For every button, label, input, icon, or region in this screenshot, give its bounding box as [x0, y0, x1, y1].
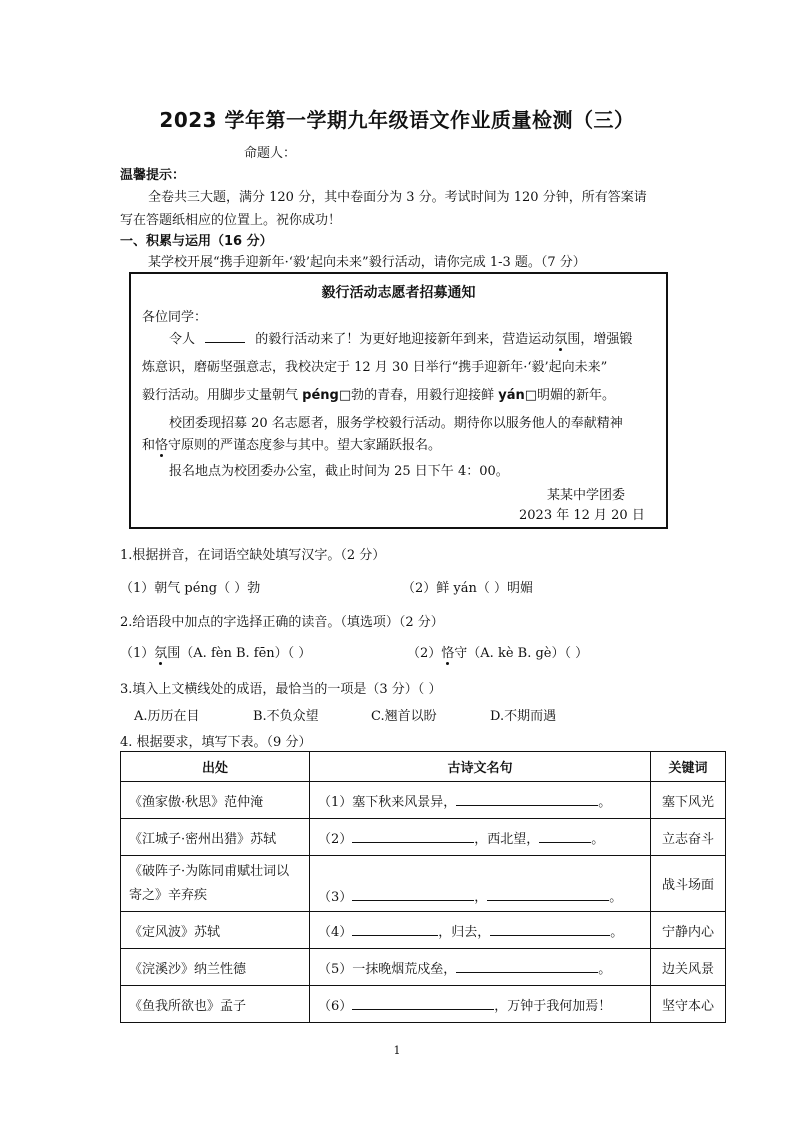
source-cell: 《破阵子·为陈同甫赋壮词以寄之》辛弃疾 — [121, 856, 310, 912]
answer-blank[interactable] — [490, 923, 610, 936]
table-row — [121, 949, 726, 986]
notice-date: 2023 年 12 月 20 日 — [519, 508, 645, 523]
answer-blank[interactable] — [352, 923, 438, 936]
notice-text: 令人 — [169, 332, 196, 347]
notice-box — [129, 272, 668, 529]
poem-cell — [310, 912, 651, 949]
tips-heading: 温馨提示： — [120, 168, 186, 183]
source-cell: 《浣溪沙》纳兰性德 — [121, 949, 310, 986]
dotted-char: 氛 — [554, 332, 568, 347]
question-4-stem: 4. 根据要求，填写下表。（9 分） — [120, 735, 312, 750]
question-1-item-1: （1）朝气 péng（ ）勃 — [120, 581, 261, 596]
poem-text: （6） — [318, 998, 353, 1014]
poem-text: ，西北望， — [474, 831, 540, 847]
poem-cell — [310, 782, 651, 819]
question-1-item-2: （2）鲜 yán（ ）明媚 — [402, 581, 534, 596]
tips-line-1: 全卷共三大题，满分 120 分，其中卷面分为 3 分。考试时间为 120 分钟，所有答案请 — [148, 190, 647, 205]
poem-text: （3） — [318, 890, 353, 905]
answer-blank[interactable] — [539, 830, 591, 843]
question-3-option-b: B.不负众望 — [253, 709, 319, 724]
table-row — [121, 986, 726, 1023]
poem-cell — [310, 819, 651, 856]
pinyin-text: péng — [302, 388, 339, 403]
question-3-option-a: A.历历在目 — [134, 709, 200, 724]
notice-paragraph-1-line-3 — [142, 384, 615, 403]
section-intro: 某学校开展“携手迎新年·‘毅’起向未来”毅行活动，请你完成 1-3 题。（7 分） — [148, 255, 586, 270]
notice-text: □勃的青春，用毅行迎接鲜 — [338, 388, 499, 403]
notice-greeting: 各位同学： — [142, 310, 208, 325]
table-row — [121, 782, 726, 819]
poem-text: （5）一抹晚烟荒戍垒， — [318, 961, 457, 977]
table-row — [121, 819, 726, 856]
question-1-stem: 1.根据拼音，在词语空缺处填写汉字。（2 分） — [120, 548, 386, 563]
table-row — [121, 912, 726, 949]
question-2-stem: 2.给语段中加点的字选择正确的读音。（填选项）（2 分） — [120, 615, 444, 630]
source-cell: 《定风波》苏轼 — [121, 912, 310, 949]
poem-text: 。 — [598, 794, 612, 810]
dotted-char: 恪 — [441, 646, 455, 661]
pinyin-text: yán — [498, 388, 525, 403]
poem-text: ， — [474, 890, 488, 905]
item-text: 守（A. kè B. gè）（ ） — [454, 646, 589, 661]
dotted-char: 恪 — [155, 438, 169, 453]
poem-text: 。 — [610, 924, 624, 940]
keyword-cell: 战斗场面 — [651, 856, 726, 912]
page-number: 1 — [393, 1044, 401, 1057]
source-cell: 《渔家傲·秋思》范仲淹 — [121, 782, 310, 819]
notice-text: 围，增强锻 — [567, 332, 633, 347]
notice-text: 和 — [142, 438, 156, 453]
poem-text: （1）塞下秋来风景异， — [318, 794, 457, 810]
idiom-blank — [205, 329, 245, 343]
question-3-option-c: C.翘首以盼 — [371, 709, 437, 724]
answer-blank[interactable] — [456, 960, 598, 973]
source-cell: 《江城子·密州出猎》苏轼 — [121, 819, 310, 856]
section-heading: 一、积累与运用（16 分） — [120, 234, 273, 249]
notice-signature: 某某中学团委 — [547, 488, 626, 503]
keyword-cell: 坚守本心 — [651, 986, 726, 1023]
column-header: 古诗文名句 — [310, 752, 651, 782]
keyword-cell: 塞下风光 — [651, 782, 726, 819]
keyword-cell: 宁静内心 — [651, 912, 726, 949]
answer-blank[interactable] — [456, 793, 598, 806]
answer-blank[interactable] — [352, 997, 494, 1010]
notice-paragraph-1-line-2: 炼意识，磨砺坚强意志，我校决定于 12 月 30 日举行“携手迎新年·‘毅’起向未来” — [142, 360, 608, 375]
column-header: 关键词 — [651, 752, 726, 782]
notice-text: 守原则的严谨态度参与其中。望大家踊跃报名。 — [168, 438, 442, 453]
notice-text: □明媚的新年。 — [524, 388, 616, 403]
question-3-option-d: D.不期而遇 — [490, 709, 557, 724]
keyword-cell: 立志奋斗 — [651, 819, 726, 856]
poem-text: （2） — [318, 831, 353, 847]
notice-text: 的毅行活动来了！为更好地迎接新年到来，营造运动 — [255, 332, 555, 347]
notice-text: 毅行活动。用脚步丈量朝气 — [142, 388, 303, 403]
keyword-cell: 边关风景 — [651, 949, 726, 986]
dotted-char: 氛 — [154, 646, 168, 661]
question-2-item-1 — [120, 642, 311, 661]
item-number: （2） — [407, 646, 442, 661]
tips-line-2: 写在答题纸相应的位置上。祝你成功！ — [120, 213, 342, 228]
table-header-row — [121, 752, 726, 782]
poem-text: 。 — [591, 831, 605, 847]
poem-text: 。 — [609, 890, 623, 905]
poem-text: ，归去， — [438, 924, 491, 940]
poem-cell — [310, 856, 651, 912]
answer-blank[interactable] — [352, 830, 474, 843]
answer-blank[interactable] — [487, 888, 609, 901]
page-title: 2023 学年第一学期九年级语文作业质量检测（三） — [159, 108, 635, 132]
author-label: 命题人： — [244, 146, 297, 161]
poem-cell — [310, 986, 651, 1023]
item-text: 围（A. fèn B. fēn）（ ） — [167, 646, 312, 661]
column-header: 出处 — [121, 752, 310, 782]
poem-table — [120, 751, 726, 1023]
question-2-item-2 — [407, 642, 588, 661]
table-row — [121, 856, 726, 912]
poem-text: （4） — [318, 924, 353, 940]
source-cell: 《鱼我所欲也》孟子 — [121, 986, 310, 1023]
answer-blank[interactable] — [352, 888, 474, 901]
poem-text: 。 — [598, 961, 612, 977]
notice-paragraph-2-line-2 — [142, 434, 441, 453]
notice-paragraph-2-line-1: 校团委现招募 20 名志愿者，服务学校毅行活动。期待你以服务他人的奉献精神 — [169, 416, 623, 431]
notice-paragraph-3: 报名地点为校团委办公室，截止时间为 25 日下午 4：00。 — [169, 464, 509, 479]
poem-text: ，万钟于我何加焉！ — [494, 998, 612, 1014]
notice-paragraph-1-line-1 — [169, 328, 632, 347]
notice-title: 毅行活动志愿者招募通知 — [321, 285, 476, 301]
poem-cell — [310, 949, 651, 986]
question-3-stem: 3.填入上文横线处的成语，最恰当的一项是（3 分）（ ） — [120, 682, 442, 697]
item-number: （1） — [120, 646, 155, 661]
